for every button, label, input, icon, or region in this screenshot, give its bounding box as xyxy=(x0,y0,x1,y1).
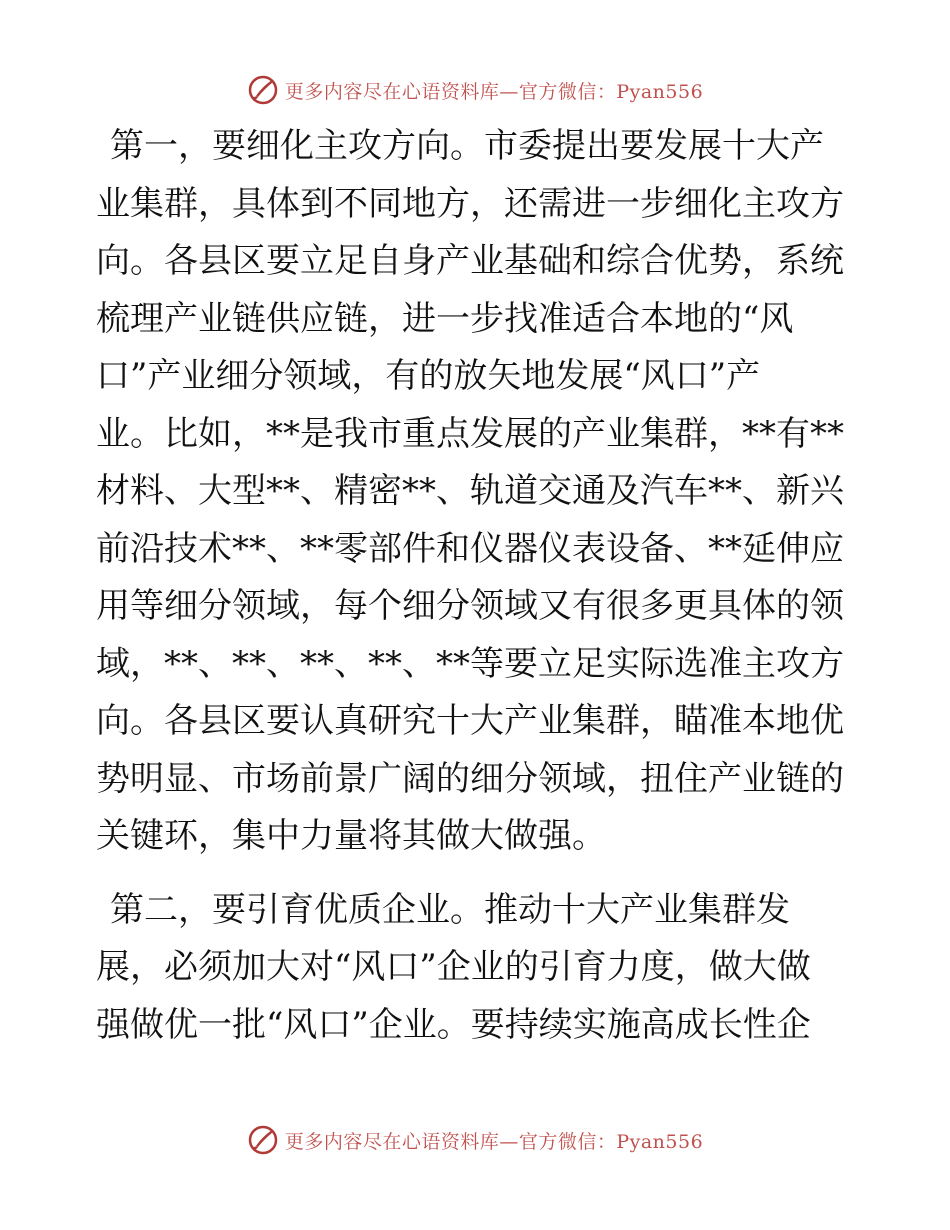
text-line: 域，**、**、**、**、**等要立足实际选准主攻方 xyxy=(96,643,844,684)
text-line: 业集群，具体到不同地方，还需进一步细化主攻方 xyxy=(96,183,844,224)
watermark-footer xyxy=(0,1120,950,1160)
text-line: 梳理产业链供应链，进一步找准适合本地的“风 xyxy=(96,298,794,339)
text-line: 第二，要引育优质企业。推动十大产业集群发 xyxy=(110,889,790,930)
text-line: 强做优一批“风口”企业。要持续实施高成长性企 xyxy=(96,1004,811,1045)
text-line: 向。各县区要认真研究十大产业集群，瞄准本地优 xyxy=(96,701,844,741)
document-body xyxy=(96,118,856,1054)
paragraph-gap xyxy=(96,866,856,882)
text-line: 关键环，集中力量将其做大做强。 xyxy=(96,816,606,856)
watermark-text: 更多内容尽在心语资料库—官方微信：Pyan556 xyxy=(284,80,704,103)
brush-logo-icon xyxy=(247,74,279,106)
text-line: 向。各县区要立足自身产业基础和综合优势，系统 xyxy=(96,241,844,281)
text-line: 展，必须加大对“风口”企业的引育力度，做大做 xyxy=(96,947,811,987)
watermark-header xyxy=(0,70,950,110)
text-line: 第一，要细化主攻方向。市委提出要发展十大产 xyxy=(110,126,824,166)
text-line: 业。比如，**是我市重点发展的产业集群，**有** xyxy=(96,413,844,454)
text-line: 前沿技术**、**零部件和仪器仪表设备、**延伸应 xyxy=(96,528,844,569)
paragraph-1 xyxy=(96,118,856,866)
text-line: 势明显、市场前景广阔的细分领域，扭住产业链的 xyxy=(96,758,844,799)
watermark-text: 更多内容尽在心语资料库—官方微信：Pyan556 xyxy=(284,1130,704,1153)
brush-logo-icon xyxy=(247,1124,279,1156)
text-line: 材料、大型**、精密**、轨道交通及汽车**、新兴 xyxy=(96,471,844,511)
text-line: 口”产业细分领域，有的放矢地发展“风口”产 xyxy=(96,356,761,396)
text-line: 用等细分领域，每个细分领域又有很多更具体的领 xyxy=(96,586,844,626)
paragraph-2 xyxy=(96,882,856,1055)
